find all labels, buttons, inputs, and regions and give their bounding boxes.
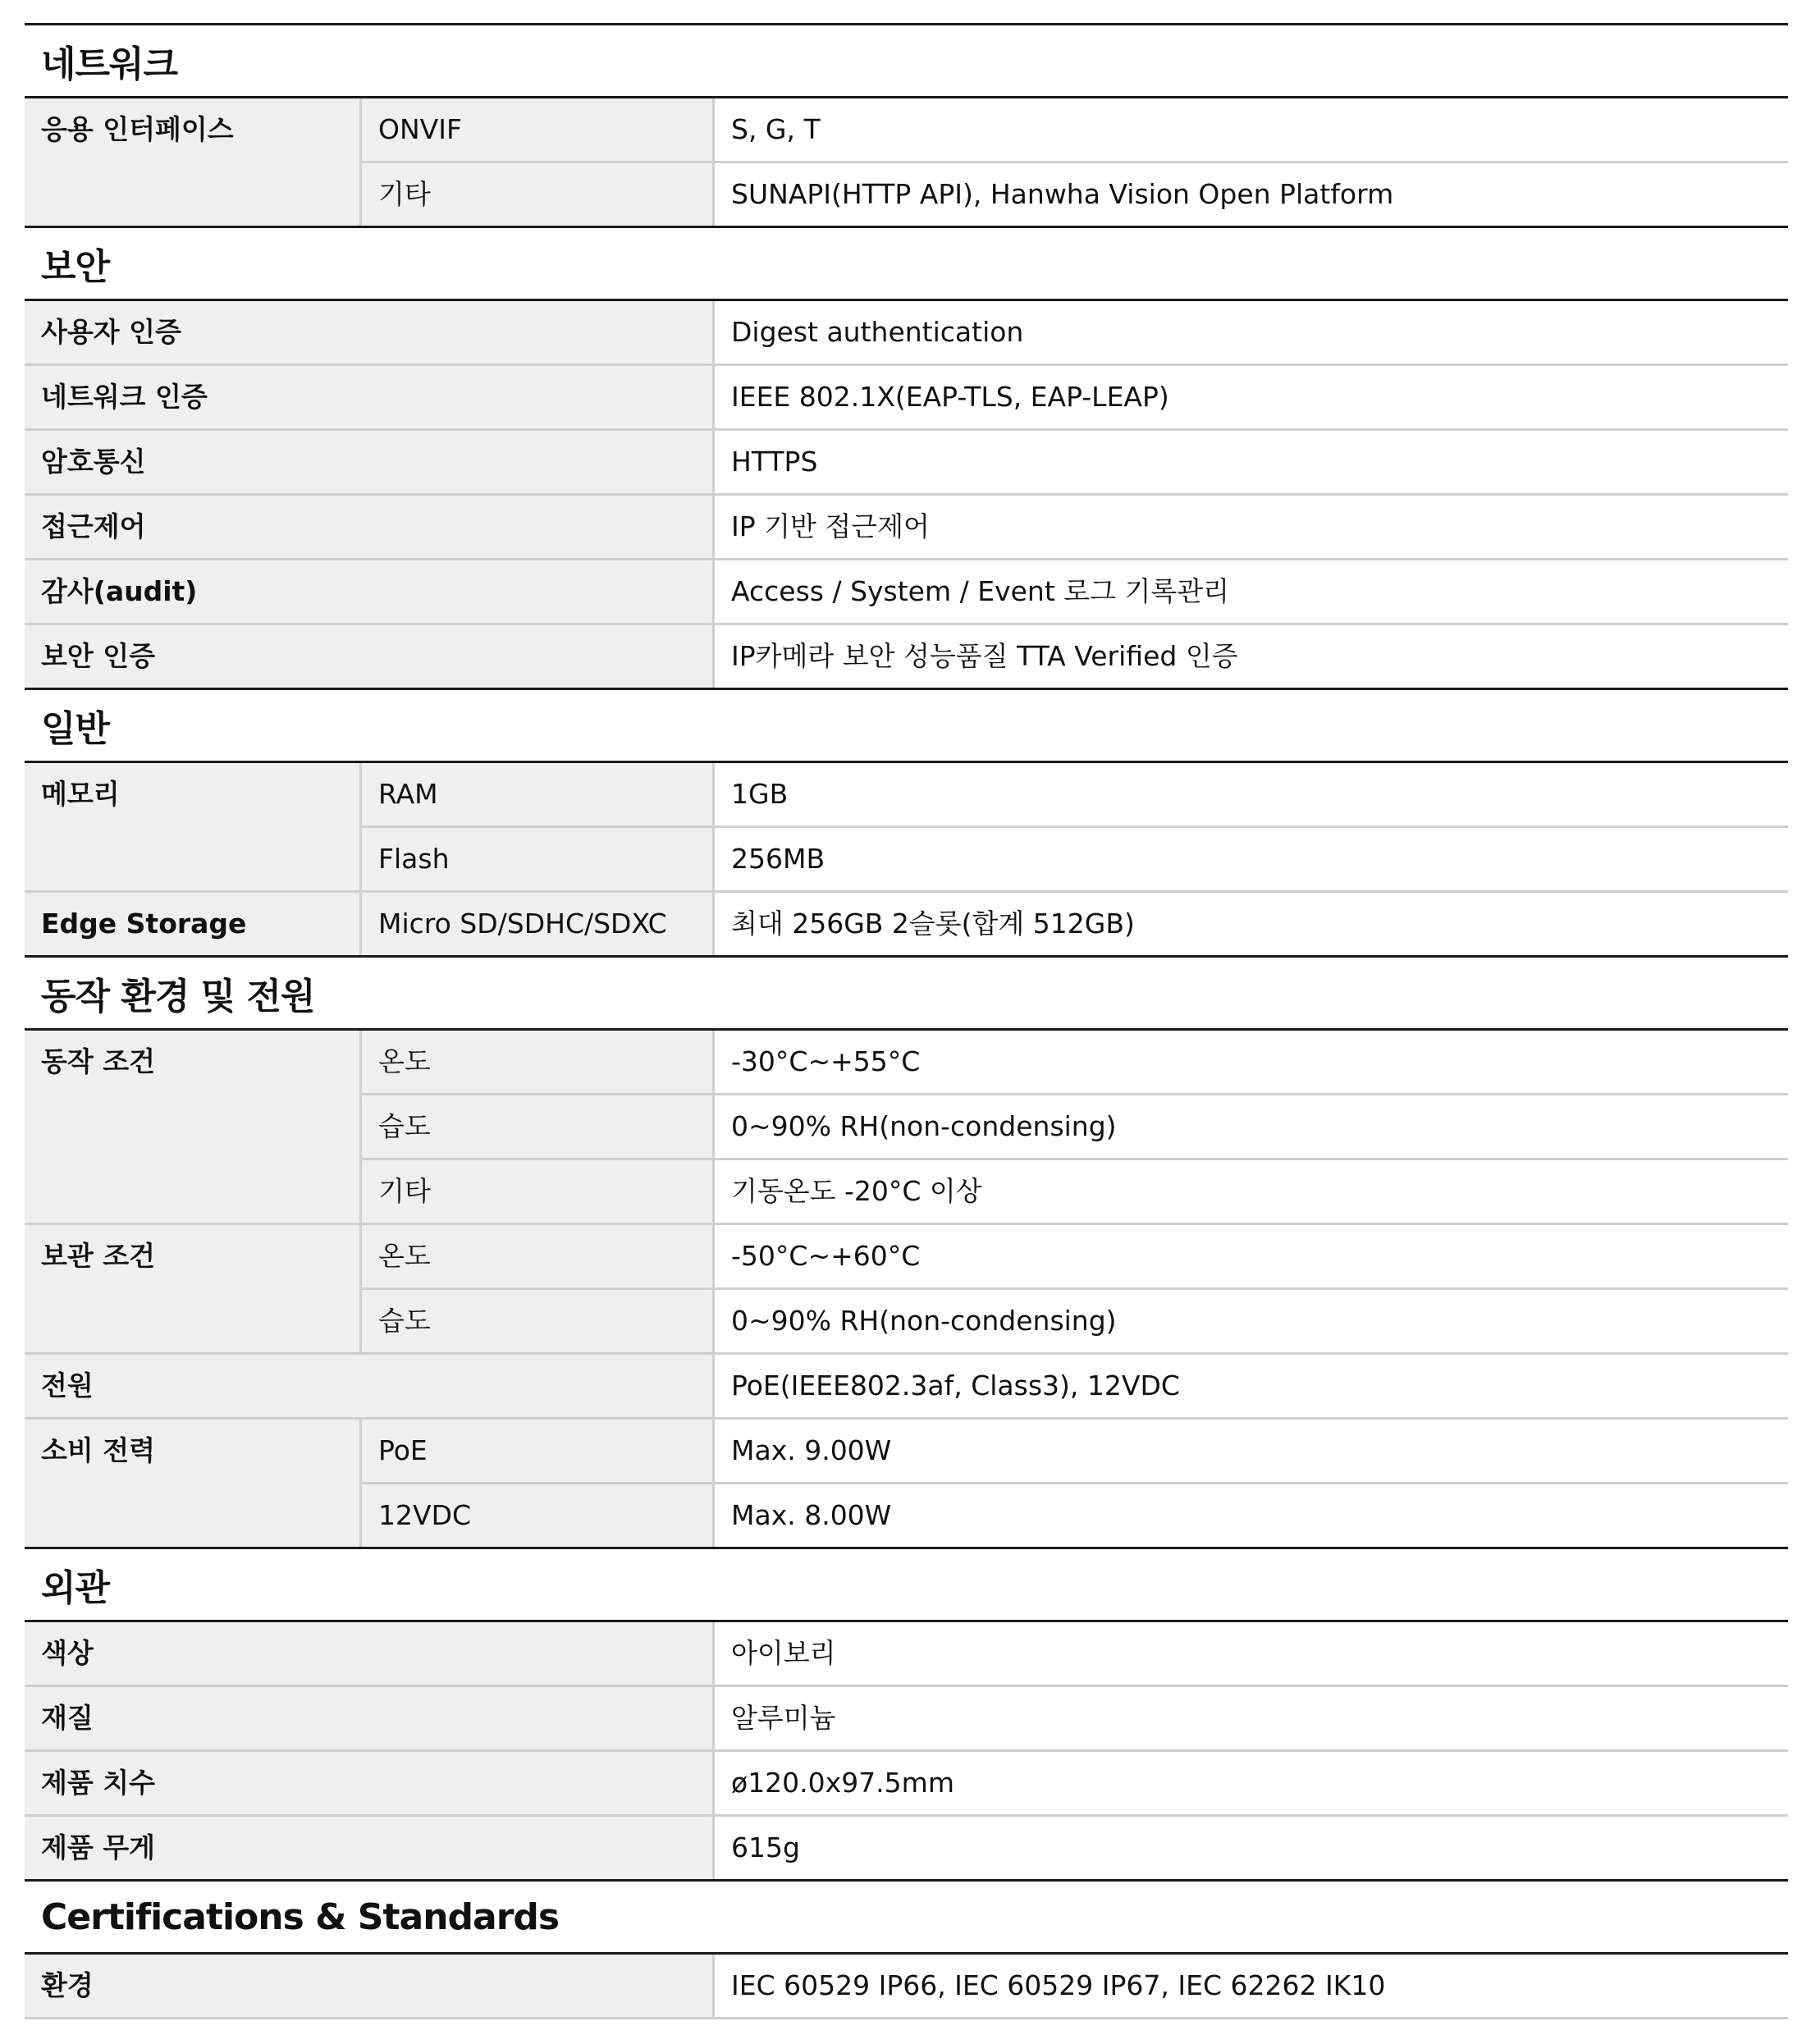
- row-sublabel: RAM: [362, 763, 715, 825]
- row-value: -30°C~+55°C: [715, 1031, 1788, 1093]
- row-value: Access / System / Event 로그 기록관리: [715, 560, 1788, 623]
- spec-row: [25, 1287, 1788, 1352]
- spec-row: [25, 1158, 1788, 1223]
- row-value: IP 기반 접근제어: [715, 496, 1788, 558]
- spec-row: [25, 1952, 1788, 2017]
- row-value: 알루미늄: [715, 1687, 1788, 1749]
- spec-row: [25, 299, 1788, 364]
- row-value: SUNAPI(HTTP API), Hanwha Vision Open Platform: [715, 163, 1788, 226]
- row-sublabel: 온도: [362, 1031, 715, 1093]
- spec-row: [25, 1814, 1788, 1879]
- spec-row: [25, 364, 1788, 428]
- row-label: 제품 무게: [25, 1817, 715, 1879]
- section-title: 외관: [25, 1547, 1788, 1620]
- row-label: [25, 1287, 362, 1352]
- section-title: 일반: [25, 688, 1788, 761]
- row-label: 보관 조건: [25, 1225, 362, 1287]
- section-title: 동작 환경 및 전원: [25, 955, 1788, 1028]
- row-sublabel: 기타: [362, 1160, 715, 1223]
- row-value: Max. 9.00W: [715, 1420, 1788, 1482]
- row-label: [25, 1093, 362, 1158]
- row-value: 최대 256GB 2슬롯(합계 512GB): [715, 893, 1788, 955]
- row-value: PoE(IEEE802.3af, Class3), 12VDC: [715, 1355, 1788, 1417]
- row-label: 감사(audit): [25, 560, 715, 623]
- row-sublabel: PoE: [362, 1420, 715, 1482]
- row-label: 암호통신: [25, 431, 715, 493]
- spec-row: [25, 1028, 1788, 1093]
- spec-row: [25, 890, 1788, 955]
- row-label: 네트워크 인증: [25, 366, 715, 428]
- row-value: 기동온도 -20°C 이상: [715, 1160, 1788, 1223]
- row-sublabel: ONVIF: [362, 98, 715, 161]
- section-title: 네트워크: [25, 23, 1788, 96]
- row-label: 응용 인터페이스: [25, 98, 362, 161]
- section-title: 보안: [25, 226, 1788, 299]
- row-sublabel: 기타: [362, 163, 715, 226]
- row-label: 소비 전력: [25, 1420, 362, 1482]
- row-value: Max. 8.00W: [715, 1484, 1788, 1547]
- spec-row: [25, 1417, 1788, 1482]
- spec-row: [25, 558, 1788, 623]
- spec-row: [25, 1482, 1788, 1547]
- row-sublabel: 습도: [362, 1290, 715, 1352]
- row-sublabel: 습도: [362, 1095, 715, 1158]
- row-value: 1GB: [715, 763, 1788, 825]
- row-label: 제품 치수: [25, 1752, 715, 1814]
- spec-table: [25, 23, 1788, 2019]
- row-label: [25, 161, 362, 226]
- spec-row: [25, 1749, 1788, 1814]
- row-value: 0~90% RH(non-condensing): [715, 1095, 1788, 1158]
- spec-row: [25, 96, 1788, 161]
- row-label: 접근제어: [25, 496, 715, 558]
- spec-row: [25, 1352, 1788, 1417]
- spec-row: [25, 161, 1788, 226]
- row-sublabel: Flash: [362, 828, 715, 890]
- row-label: 환경: [25, 1955, 715, 2017]
- row-label: [25, 1482, 362, 1547]
- spec-row: [25, 1620, 1788, 1685]
- row-sublabel: 온도: [362, 1225, 715, 1287]
- row-label: 보안 인증: [25, 625, 715, 688]
- spec-row: [25, 1093, 1788, 1158]
- row-label: 재질: [25, 1687, 715, 1749]
- row-label: 전원: [25, 1355, 715, 1417]
- row-label: Edge Storage: [25, 893, 362, 955]
- row-sublabel: 12VDC: [362, 1484, 715, 1547]
- spec-row: [25, 493, 1788, 558]
- row-sublabel: Micro SD/SDHC/SDXC: [362, 893, 715, 955]
- row-label: 사용자 인증: [25, 301, 715, 364]
- row-value: 615g: [715, 1817, 1788, 1879]
- spec-row: [25, 825, 1788, 890]
- table-bottom-rule: [25, 2017, 1788, 2019]
- row-label: [25, 1158, 362, 1223]
- spec-row: [25, 1223, 1788, 1287]
- row-value: IEC 60529 IP66, IEC 60529 IP67, IEC 62262 IK10: [715, 1955, 1788, 2017]
- spec-row: [25, 623, 1788, 688]
- row-label: 메모리: [25, 763, 362, 825]
- row-value: IEEE 802.1X(EAP-TLS, EAP-LEAP): [715, 366, 1788, 428]
- row-label: [25, 825, 362, 890]
- row-value: 아이보리: [715, 1622, 1788, 1685]
- spec-row: [25, 761, 1788, 825]
- row-value: IP카메라 보안 성능품질 TTA Verified 인증: [715, 625, 1788, 688]
- row-value: S, G, T: [715, 98, 1788, 161]
- row-value: 0~90% RH(non-condensing): [715, 1290, 1788, 1352]
- row-value: ø120.0x97.5mm: [715, 1752, 1788, 1814]
- row-value: Digest authentication: [715, 301, 1788, 364]
- spec-row: [25, 428, 1788, 493]
- row-value: HTTPS: [715, 431, 1788, 493]
- row-label: 동작 조건: [25, 1031, 362, 1093]
- row-value: -50°C~+60°C: [715, 1225, 1788, 1287]
- spec-row: [25, 1685, 1788, 1749]
- section-title: Certifications & Standards: [25, 1879, 1788, 1952]
- row-value: 256MB: [715, 828, 1788, 890]
- row-label: 색상: [25, 1622, 715, 1685]
